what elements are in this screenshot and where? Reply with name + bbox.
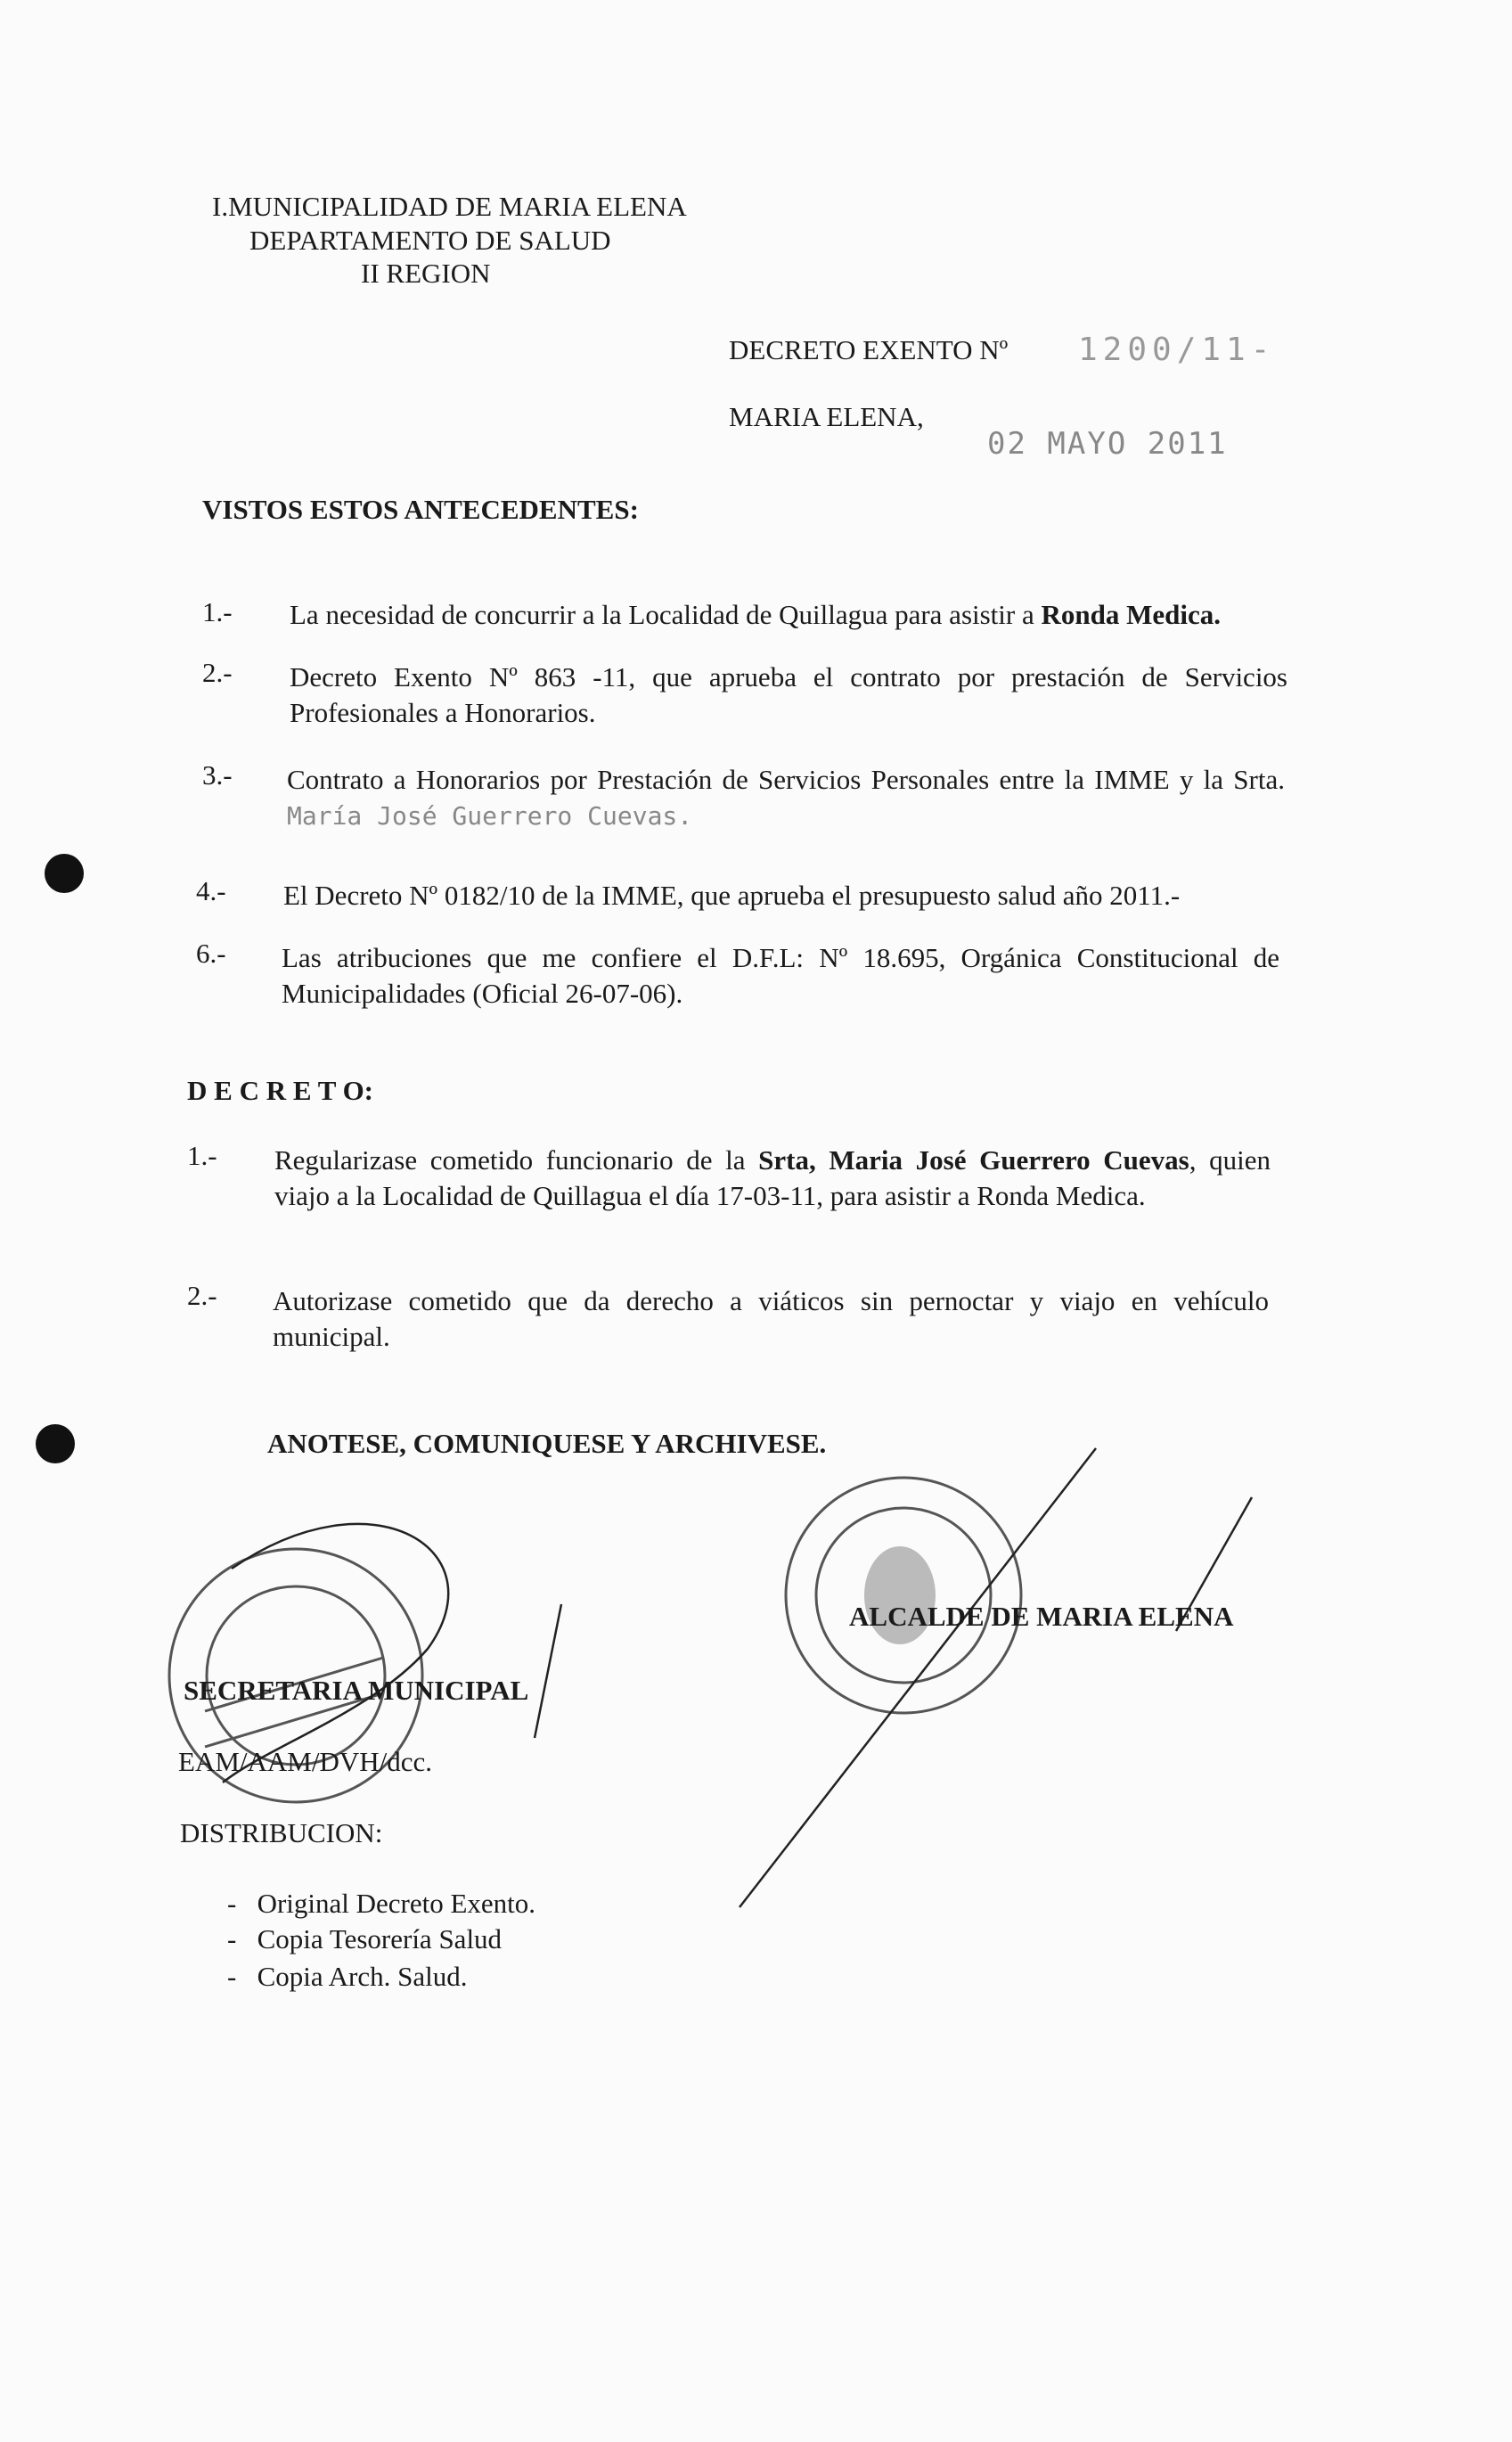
vistos-item-text: La necesidad de concurrir a la Localidad de Quillagua para asistir a [290,599,1042,630]
vistos-title: VISTOS ESTOS ANTECEDENTES: [202,494,639,525]
vistos-num: 6.- [196,938,226,969]
distribution-item: - Copia Tesorería Salud [227,1923,503,1954]
header-line-3: II REGION [361,258,491,289]
vistos-num: 3.- [202,759,233,791]
vistos-num: 2.- [202,657,233,688]
vistos-item-text: Contrato a Honorarios por Prestación de Servicios Personales entre la IMME y la Srta. [287,764,1285,795]
decree-number-label: DECRETO EXENTO Nº [729,334,1009,365]
vistos-item: El Decreto Nº 0182/10 de la IMME, que aprueba el presupuesto salud año 2011.- [283,880,1181,911]
distribution-item: - Copia Arch. Salud. [227,1961,468,1992]
vistos-item: Las atribuciones que me confiere el D.F.L: Nº 18.695, Orgánica Constitucional de Municipalidades (Oficial 26-07-06). [282,942,1279,1009]
decree-number-stamp: 1200/11- [1078,332,1276,368]
decreto-item-text: Regularizase cometido funcionario de la [274,1144,759,1176]
decreto-item: Autorizase cometido que da derecho a viáticos sin pernoctar y viajo en vehículo municipal. [273,1285,1269,1352]
decreto-item-text: , quien viajo a la Localidad de Quillagua el día 17-03-11, para asistir a Ronda Medica. [274,1144,1271,1211]
right-seal [786,1478,1021,1713]
header-line-2: DEPARTAMENTO DE SALUD [249,225,611,256]
decreto-item-bold: Srta, Maria José Guerrero Cuevas [758,1144,1189,1176]
vistos-item: Decreto Exento Nº 863 -11, que aprueba el contrato por prestación de Servicios Profesionales a Honorarios. [290,661,1287,728]
decreto-num: 1.- [187,1140,217,1171]
vistos-item-bold: Ronda Medica. [1041,599,1221,630]
header-line-1: I.MUNICIPALIDAD DE MARIA ELENA [212,191,687,222]
typed-name: María José Guerrero Cuevas. [287,801,693,831]
distribution-item: - Original Decreto Exento. [227,1888,536,1919]
closing-formula: ANOTESE, COMUNIQUESE Y ARCHIVESE. [267,1428,827,1459]
signature-left-title: SECRETARIA MUNICIPAL [184,1675,529,1706]
signature-right-title: ALCALDE DE MARIA ELENA [849,1601,1234,1632]
distribution-item-text: Copia Arch. Salud. [257,1961,468,1992]
vistos-num: 4.- [196,875,226,906]
vistos-num: 1.- [202,596,233,627]
decree-date-stamp: 02 MAYO 2011 [987,426,1228,462]
distribution-item-text: Original Decreto Exento. [257,1888,536,1919]
decreto-title: D E C R E T O: [187,1075,374,1106]
initials: EAM/AAM/DVH/dcc. [178,1746,432,1777]
decreto-num: 2.- [187,1280,217,1311]
distribution-title: DISTRIBUCION: [180,1817,383,1848]
decree-place: MARIA ELENA, [729,401,924,432]
distribution-item-text: Copia Tesorería Salud [257,1923,503,1954]
